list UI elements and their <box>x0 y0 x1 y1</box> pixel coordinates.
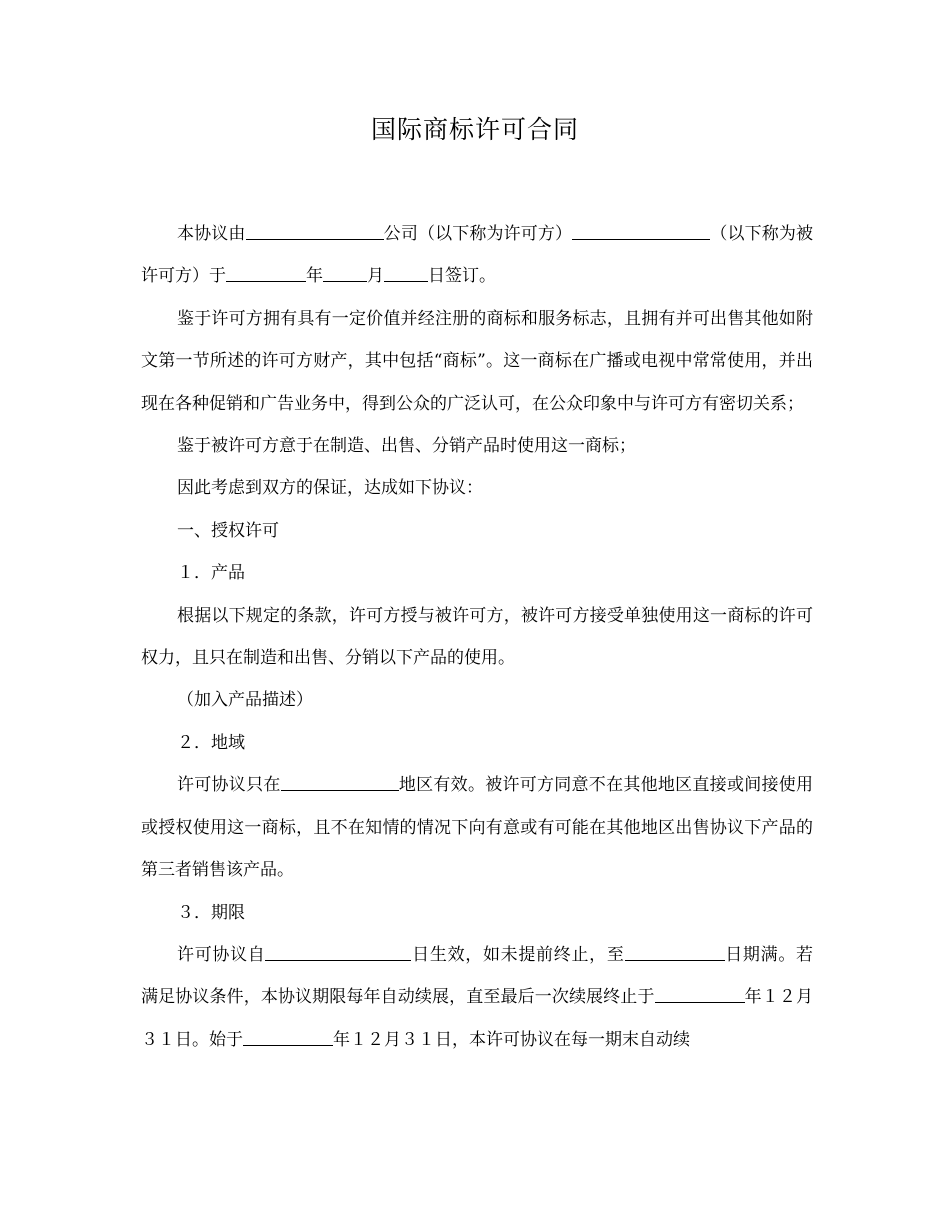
subsection-heading-term: ３．期限 <box>177 902 245 923</box>
day-blank <box>384 267 428 282</box>
month-blank <box>323 267 367 282</box>
paragraph-whereas-licensee: 鉴于被许可方意于在制造、出售、分销产品时使用这一商标； <box>177 436 636 457</box>
text-segment: 为被许可方）于 <box>141 224 814 287</box>
end-date-blank <box>625 946 725 961</box>
document-body <box>141 213 813 1061</box>
section-heading-grant: 一、授权许可 <box>177 520 279 541</box>
text-segment: 公司（以下称为许可方） <box>383 224 573 244</box>
text-segment: 地区有效。被许可方同意不在其他地区直接或间接使用或授权使用这一商标，且不在知情的情况下向有意或有可能在其他地区出售协议下产品的第三者销售该产品。 <box>141 775 814 881</box>
paragraph-product-description: （加入产品描述） <box>177 690 313 711</box>
text-segment: 日签订。 <box>428 266 496 287</box>
territory-blank <box>281 776 399 791</box>
text-segment: 本协议由 <box>177 224 246 244</box>
text-segment: 许可协议只在 <box>177 775 281 796</box>
text-segment: 月 <box>367 266 384 287</box>
subsection-heading-products: １．产品 <box>177 563 245 584</box>
final-year-blank <box>655 988 745 1003</box>
licensor-blank <box>246 225 384 240</box>
text-segment: 年 <box>306 266 323 287</box>
subsection-heading-territory: ２．地域 <box>177 732 245 753</box>
text-segment: 年１２月３１日，本许可协议在每一期末自动续 <box>333 1029 690 1050</box>
text-segment: 许可协议自 <box>177 944 266 965</box>
text-segment: 日期满。若满足协议条件，本协议期限每年自动续展，直至最后一次续展终止于 <box>141 944 814 1008</box>
paragraph-signing <box>141 213 813 298</box>
text-segment: （以下称 <box>710 224 779 244</box>
year-blank <box>226 267 306 282</box>
text-segment: 年１２月３１日。始于 <box>141 987 814 1050</box>
text-segment: 日生效，如未提前终止，至 <box>411 944 625 965</box>
paragraph-term <box>141 934 813 1061</box>
licensee-blank <box>572 225 710 240</box>
paragraph-territory <box>141 764 813 891</box>
document-title: 国际商标许可合同 <box>370 115 579 144</box>
paragraph-agreement: 因此考虑到双方的保证，达成如下协议： <box>177 478 483 499</box>
start-year-blank <box>243 1031 333 1046</box>
paragraph-products: 根据以下规定的条款，许可方授与被许可方，被许可方接受单独使用这一商标的许可权力，且只在制造和出售、分销以下产品的使用。 <box>141 605 813 669</box>
start-date-blank <box>265 946 411 961</box>
paragraph-whereas-licensor: 鉴于许可方拥有具有一定价值并经注册的商标和服务标志，且拥有并可出售其他如附文第一节所述的许可方财产，其中包括“商标”。这一商标在广播或电视中常常使用，并出现在各种促销和广告业务中，得到公众的广泛认可，在公众印象中与许可方有密切关系； <box>141 308 813 414</box>
